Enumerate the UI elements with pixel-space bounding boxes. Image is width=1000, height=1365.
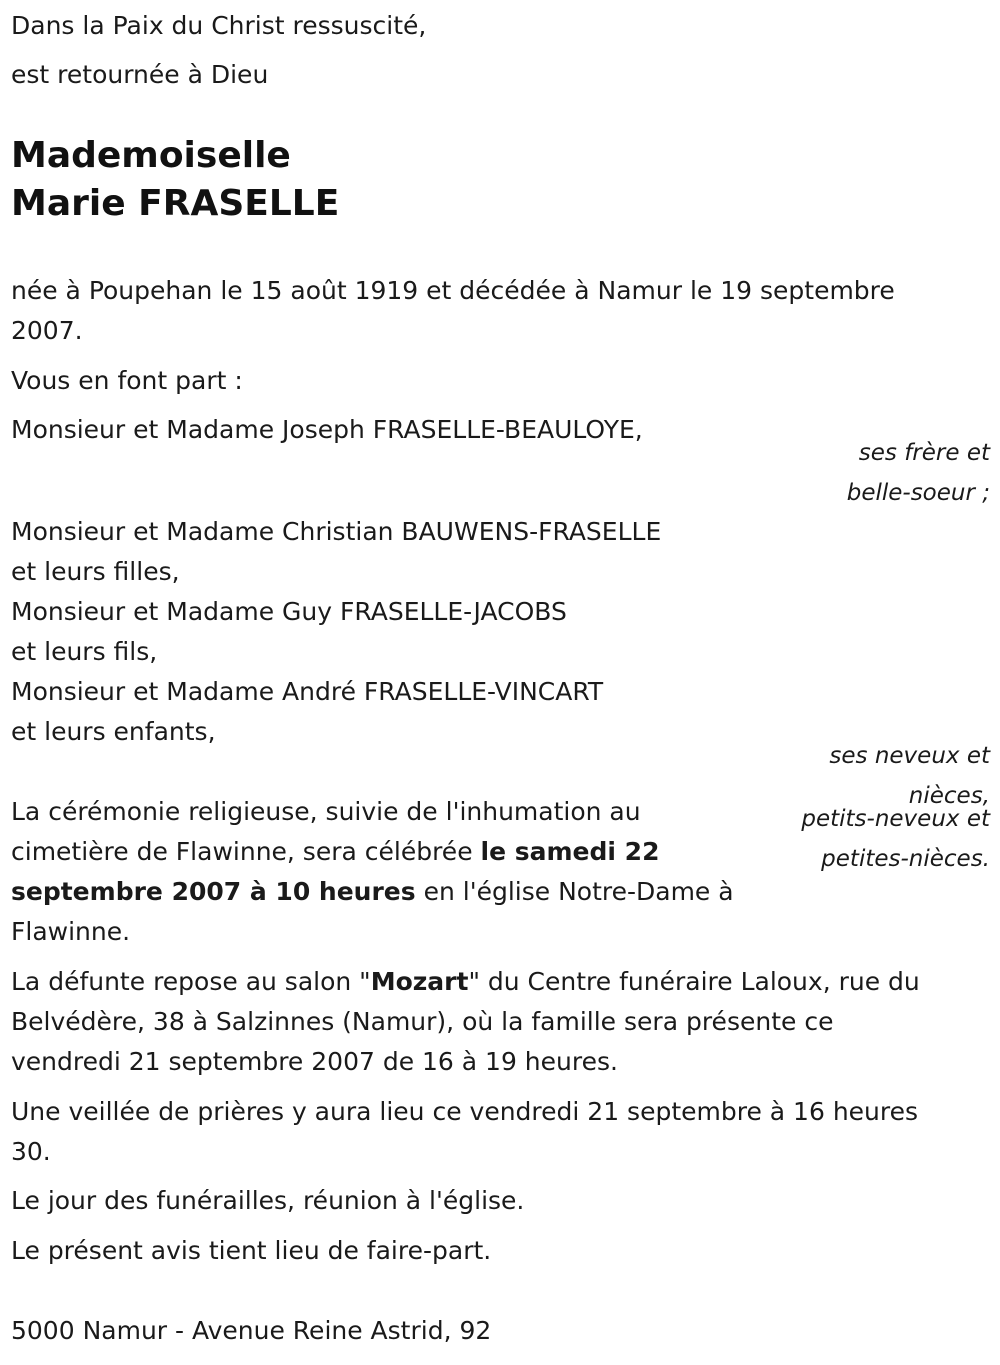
nephews-relation-4: petites-nièces. — [821, 846, 990, 872]
sibling-relation-2: belle-soeur ; — [846, 480, 990, 506]
vigil-line-1: Une veillée de prières y aura lieu ce vendredi 21 septembre à 16 heures — [11, 1097, 919, 1126]
ceremony-date-time: septembre 2007 à 10 heures — [11, 877, 416, 906]
nephews-relation-2: nièces, — [908, 783, 990, 809]
intro-line-1: Dans la Paix du Christ ressuscité, — [11, 11, 427, 40]
deceased-name: Marie FRASELLE — [11, 183, 340, 224]
visitation-line-3: vendredi 21 septembre 2007 de 16 à 19 heures. — [11, 1047, 618, 1076]
family-nephew-line: et leurs enfants, — [11, 717, 216, 746]
visitation-text: La défunte repose au salon " — [11, 967, 371, 996]
family-nephew-line: Monsieur et Madame Guy FRASELLE-JACOBS — [11, 597, 567, 626]
family-sibling: Monsieur et Madame Joseph FRASELLE-BEAULOYE, — [11, 415, 643, 444]
address-line: 5000 Namur - Avenue Reine Astrid, 92 — [11, 1316, 492, 1345]
family-nephew-line: et leurs fils, — [11, 637, 158, 666]
vigil-line-2: 30. — [11, 1137, 51, 1166]
family-nephew-line: Monsieur et Madame Christian BAUWENS-FRASELLE — [11, 517, 662, 546]
ceremony-line-1: La cérémonie religieuse, suivie de l'inhumation au — [11, 797, 641, 826]
funeral-day-line: Le jour des funérailles, réunion à l'église. — [11, 1186, 525, 1215]
nephews-relation-3: petits-neveux et — [801, 806, 990, 832]
ceremony-line-4: Flawinne. — [11, 917, 131, 946]
birth-line-1: née à Poupehan le 15 août 1919 et décédée à Namur le 19 septembre — [11, 276, 895, 305]
nephews-relation-1: ses neveux et — [829, 743, 990, 769]
notice-line: Le présent avis tient lieu de faire-part. — [11, 1236, 492, 1265]
announce-line: Vous en font part : — [11, 366, 243, 395]
visitation-text: " du Centre funéraire Laloux, rue du — [468, 967, 920, 996]
visitation-line-1 — [11, 962, 920, 1002]
ceremony-text: en l'église Notre-Dame à — [415, 877, 734, 906]
deceased-title: Mademoiselle — [11, 135, 291, 176]
ceremony-line-2 — [11, 832, 659, 872]
birth-line-2: 2007. — [11, 316, 83, 345]
family-nephew-line: et leurs filles, — [11, 557, 180, 586]
intro-line-2: est retournée à Dieu — [11, 60, 269, 89]
visitation-line-2: Belvédère, 38 à Salzinnes (Namur), où la famille sera présente ce — [11, 1007, 834, 1036]
ceremony-line-3 — [11, 872, 734, 912]
ceremony-text: cimetière de Flawinne, sera célébrée — [11, 837, 481, 866]
ceremony-date: le samedi 22 — [480, 837, 660, 866]
salon-name: Mozart — [370, 967, 469, 996]
family-nephew-line: Monsieur et Madame André FRASELLE-VINCART — [11, 677, 604, 706]
sibling-relation-1: ses frère et — [858, 440, 990, 466]
